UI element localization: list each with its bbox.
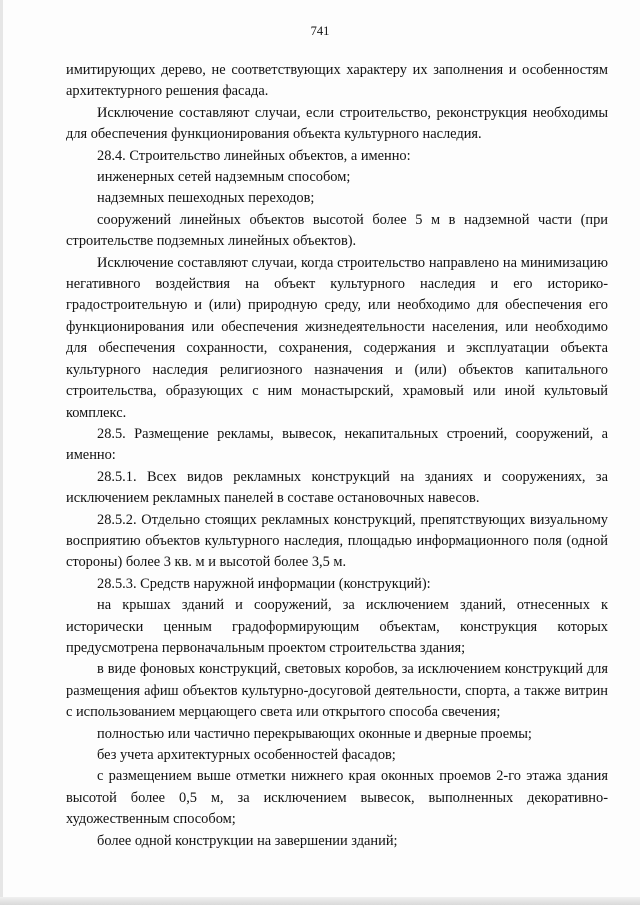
paragraph-exception-2: Исключение составляют случаи, когда строительство направлено на минимизацию негативного воздействия на объект культурного наследия и его историко-градостроительную и (или) природную среду, или необходимо для обеспечения его функционирования или обеспечения жизнедеятельности населения, или необходимо для обеспечения сохранности, сохранения, содержания и эксплуатации объекта культурного наследия религиозного назначения и (или) объектов капитального строительства, образующих с ним монастырский, храмовый или иной культовый комплекс.: [66, 254, 608, 421]
list-item-linear-structures: сооружений линейных объектов высотой более 5 м в надземной части (при строительстве подземных линейных объектов).: [66, 211, 608, 250]
document-body: [66, 60, 608, 852]
paragraph-28-5: 28.5. Размещение рекламы, вывесок, некапитальных строений, сооружений, а именно:: [66, 425, 608, 464]
list-item-roofs: на крышах зданий и сооружений, за исключением зданий, отнесенных к исторически ценным градоформирующим объектам, конструкция которых предусмотрена первоначальным проектом строительства здания;: [66, 597, 608, 656]
list-item-covering-openings: полностью или частично перекрывающих оконные и дверные проемы;: [97, 725, 532, 742]
list-item-more-than-one: более одной конструкции на завершении зданий;: [97, 832, 398, 849]
scan-left-edge: [0, 0, 3, 905]
list-item-facade-features: без учета архитектурных особенностей фасадов;: [97, 747, 396, 763]
list-item-engineering-networks: инженерных сетей надземным способом;: [97, 169, 351, 186]
list-item-pedestrian-crossings: надземных пешеходных переходов;: [97, 190, 315, 207]
list-item-above-second-floor: с размещением выше отметки нижнего края оконных проемов 2-го этажа здания высотой более 0,5 м, за исключением вывесок, выполненных декоративно-художественным способом;: [66, 768, 608, 828]
paragraph-28-4: 28.4. Строительство линейных объектов, а именно:: [97, 147, 411, 164]
paragraph-continuation: имитирующих дерево, не соответствующих характеру их заполнения и особенностям архитектурного решения фасада.: [66, 62, 608, 100]
page-number: 741: [310, 24, 330, 38]
paragraph-28-5-1: 28.5.1. Всех видов рекламных конструкций на зданиях и сооружениях, за исключением рекламных панелей в составе остановочных навесов.: [66, 468, 608, 507]
scan-bottom-edge: [0, 897, 640, 905]
paragraph-28-5-3: 28.5.3. Средств наружной информации (конструкций):: [97, 575, 431, 592]
paragraph-exception-1: Исключение составляют случаи, если строительство, реконструкция необходимы для обеспечения функционирования объекта культурного наследия.: [66, 104, 608, 143]
list-item-background-constructions: в виде фоновых конструкций, световых коробов, за исключением конструкций для размещения афиш объектов культурно-досуговой деятельности, спорта, а также витрин с использованием мерцающего света или открытого способа свечения;: [66, 661, 608, 721]
paragraph-28-5-2: 28.5.2. Отдельно стоящих рекламных конструкций, препятствующих визуальному восприятию объектов культурного наследия, площадью информационного поля (одной стороны) более 3 кв. м и высотой более 3,5 м.: [66, 511, 608, 571]
